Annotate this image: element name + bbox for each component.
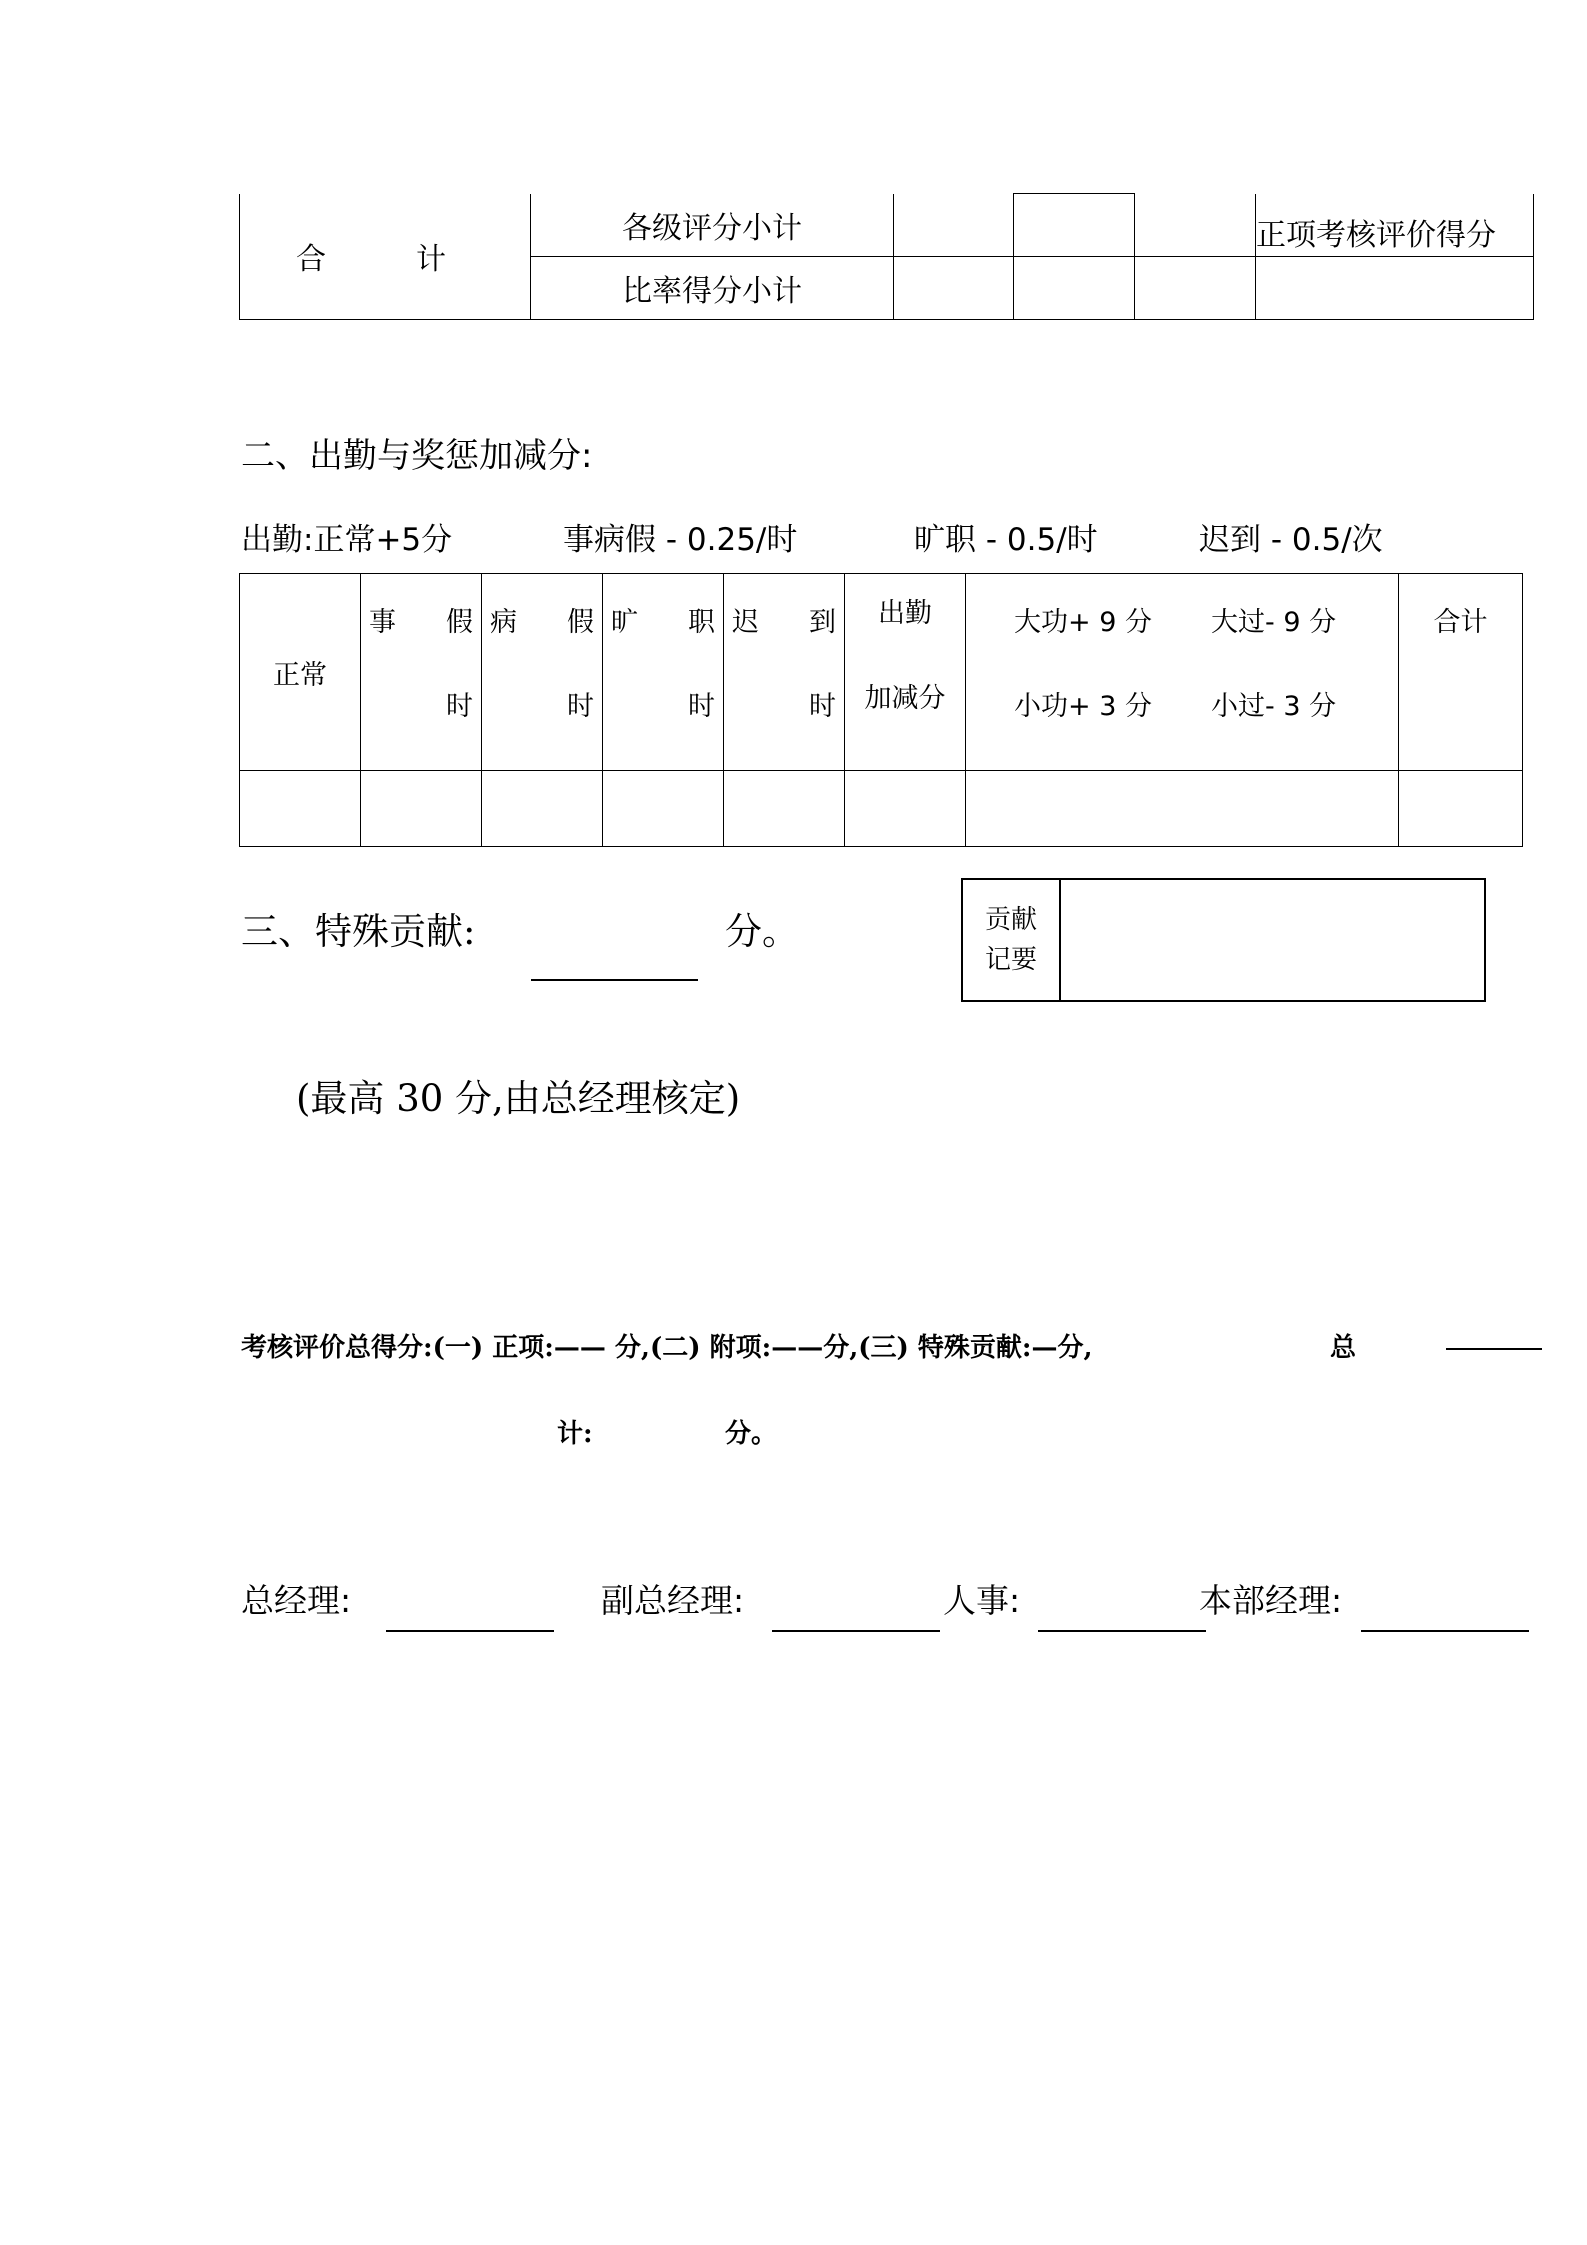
- input-cell[interactable]: [966, 771, 1399, 847]
- late-header: 迟 到 时: [724, 574, 845, 771]
- summary-table: [239, 193, 1534, 320]
- contribution-notes[interactable]: [1061, 880, 1484, 1000]
- attendance-table: [239, 573, 1523, 847]
- input-cell[interactable]: [1399, 771, 1523, 847]
- contribution-box: [961, 878, 1486, 1002]
- section2-heading: 二、出勤与奖惩加减分:: [241, 436, 593, 476]
- merit-demerit-header: [966, 574, 1399, 771]
- sig-gm-line[interactable]: [386, 1630, 554, 1632]
- rule-late: 迟到 - 0.5/次: [1199, 522, 1383, 558]
- sig-hr-line[interactable]: [1038, 1630, 1206, 1632]
- absent-header: 旷 职 时: [603, 574, 724, 771]
- normal-header: 正常: [240, 574, 361, 771]
- total-cell: [240, 194, 531, 320]
- merit-big: 大功+ 9 分: [1014, 607, 1152, 638]
- rule-absent: 旷职 - 0.5/时: [914, 522, 1098, 558]
- blank-cell: [894, 194, 1014, 257]
- sig-dept-manager: 本部经理:: [1199, 1581, 1343, 1620]
- sick-header: 病 假 时: [482, 574, 603, 771]
- blank-cell: [1256, 257, 1534, 320]
- input-cell[interactable]: [361, 771, 482, 847]
- total-label-b: 计: [416, 242, 446, 278]
- section3-unit: 分。: [725, 910, 799, 953]
- summary-total-blank[interactable]: [1446, 1348, 1542, 1350]
- blank-cell: [1014, 257, 1135, 320]
- merit-small: 小功+ 3 分: [1014, 691, 1152, 722]
- summary-total-b: 计:: [557, 1419, 593, 1449]
- special-score-blank[interactable]: [531, 979, 698, 981]
- blank-cell: [1135, 194, 1256, 257]
- summary-line: 考核评价总得分:(一) 正项:—— 分,(二) 附项:——分,(三) 特殊贡献:—分,: [241, 1333, 1093, 1363]
- rule-normal: 出勤:正常+5分: [241, 522, 453, 558]
- summary-unit: 分。: [725, 1419, 778, 1449]
- sig-deputy-gm-line[interactable]: [772, 1630, 940, 1632]
- row1-label: 各级评分小计: [531, 194, 894, 257]
- attendance-header: 出勤 加减分: [845, 574, 966, 771]
- sig-gm: 总经理:: [241, 1581, 352, 1620]
- contribution-label: 贡献 记要: [963, 880, 1061, 1000]
- input-cell[interactable]: [845, 771, 966, 847]
- leave-header: 事 假 时: [361, 574, 482, 771]
- blank-cell: [1135, 257, 1256, 320]
- row2-label: 比率得分小计: [531, 257, 894, 320]
- section3-heading: 三、特殊贡献:: [241, 910, 476, 953]
- demerit-big: 大过- 9 分: [1211, 607, 1337, 638]
- sig-hr: 人事:: [943, 1581, 1021, 1620]
- blank-cell: [1014, 194, 1135, 257]
- rule-leave: 事病假 - 0.25/时: [563, 522, 798, 558]
- demerit-small: 小过- 3 分: [1211, 691, 1337, 722]
- input-cell[interactable]: [482, 771, 603, 847]
- input-cell[interactable]: [240, 771, 361, 847]
- total-header: 合计: [1399, 574, 1523, 771]
- summary-total-a: 总: [1330, 1333, 1357, 1363]
- section3-note: (最高 30 分,由总经理核定): [296, 1077, 741, 1120]
- total-label-a: 合: [296, 242, 326, 278]
- sig-deputy-gm: 副总经理:: [601, 1581, 745, 1620]
- input-cell[interactable]: [603, 771, 724, 847]
- sig-dept-manager-line[interactable]: [1361, 1630, 1529, 1632]
- input-cell[interactable]: [724, 771, 845, 847]
- blank-cell: [894, 257, 1014, 320]
- score-label: 正项考核评价得分: [1256, 194, 1534, 257]
